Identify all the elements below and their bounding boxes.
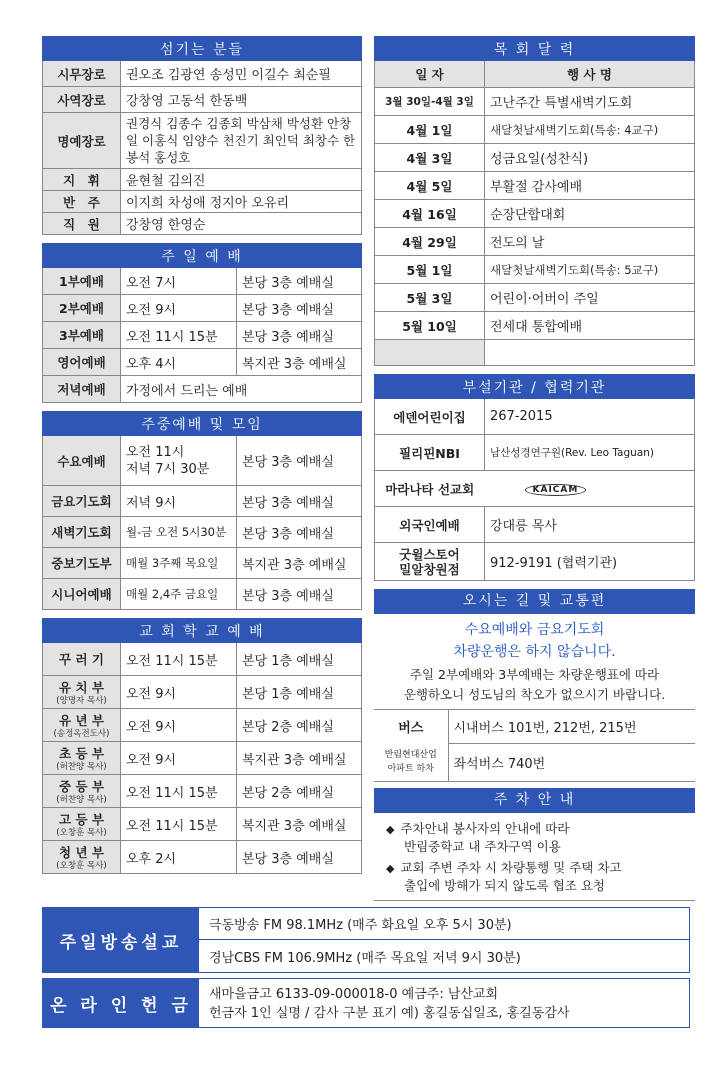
school-label: 고 등 부 (오창훈 목사) [43, 808, 121, 841]
worship-place: 본당 3층 예배실 [237, 322, 362, 349]
servant-value: 권경식 김종수 김종회 박삼채 박성환 안창일 이홍식 임양수 천진기 최인덕 최창수 한봉석 홍성호 [121, 113, 362, 169]
parking-header: 주 차 안 내 [374, 788, 695, 813]
worship-label: 저녁예배 [43, 376, 121, 403]
worship-label: 영어예배 [43, 349, 121, 376]
affiliate-label: 필리핀NBI [375, 435, 485, 471]
kaicam-logo: KAICAM [485, 471, 695, 507]
servant-label: 사역장로 [43, 87, 121, 113]
broadcast-line: 극동방송 FM 98.1MHz (매주 화요일 오후 5시 30분) [199, 908, 689, 940]
calendar-date: 4월 3일 [375, 144, 485, 172]
affiliates-table [374, 374, 695, 581]
calendar-event: 전세대 통합예배 [485, 312, 695, 340]
meeting-label: 금요기도회 [43, 486, 121, 517]
calendar-event-header: 행 사 명 [485, 61, 695, 88]
affiliate-label: 마라나타 선교회 [375, 471, 485, 507]
calendar-date: 5월 3일 [375, 284, 485, 312]
meeting-place: 본당 3층 예배실 [237, 517, 362, 548]
meeting-place: 본당 3층 예배실 [237, 579, 362, 610]
meeting-time: 매월 3주째 목요일 [121, 548, 237, 579]
worship-place: 본당 3층 예배실 [237, 268, 362, 295]
calendar-date: 5월 1일 [375, 256, 485, 284]
bus-stop-label: 반림현대산업 아파트 하차 [374, 744, 448, 782]
servant-value: 윤현철 김의진 [121, 169, 362, 191]
directions-notice: 수요예배와 금요기도회 [464, 622, 605, 638]
school-time: 오전 9시 [121, 676, 237, 709]
church-school-header: 교 회 학 교 예 배 [43, 619, 362, 643]
directions-notice: 차량운행은 하지 않습니다. [453, 644, 616, 660]
meeting-label: 새벽기도회 [43, 517, 121, 548]
diamond-bullet-icon: ◆ [386, 823, 395, 836]
calendar-date: 4월 16일 [375, 200, 485, 228]
worship-place: 복지관 3층 예배실 [237, 349, 362, 376]
school-label: 유 년 부 (송정옥전도사) [43, 709, 121, 742]
parking-item-cont: 반림중학교 내 주차구역 이용 [404, 839, 561, 854]
offering-line: 헌금자 1인 실명 / 감사 구분 표기 예) 홍길동십일조, 홍길동감사 [209, 1006, 570, 1021]
calendar-date: 4월 5일 [375, 172, 485, 200]
directions-desc: 주일 2부예배와 3부예배는 차량운행표에 따라 [409, 667, 660, 682]
worship-label: 1부예배 [43, 268, 121, 295]
servants-table [42, 36, 362, 235]
school-place: 본당 2층 예배실 [237, 775, 362, 808]
servant-value: 권오조 김광연 송성민 이길수 최순필 [121, 61, 362, 87]
servant-value: 이지희 차성애 정지아 오유리 [121, 191, 362, 213]
calendar-event: 새달첫날새벽기도회(특송: 5교구) [485, 256, 695, 284]
calendar-event: 고난주간 특별새벽기도회 [485, 88, 695, 116]
school-label: 청 년 부 (오창훈 목사) [43, 841, 121, 874]
broadcast-box [42, 907, 690, 973]
servant-label: 시무장로 [43, 61, 121, 87]
calendar-event: 성금요일(성찬식) [485, 144, 695, 172]
city-bus: 시내버스 101번, 212번, 215번 [448, 710, 695, 744]
calendar-empty-cell [485, 340, 695, 366]
school-label: 유 치 부 (양명자 목사) [43, 676, 121, 709]
worship-time: 오후 4시 [121, 349, 237, 376]
servant-value: 강창영 한영순 [121, 213, 362, 235]
school-time: 오전 11시 15분 [121, 643, 237, 676]
worship-time: 오전 7시 [121, 268, 237, 295]
broadcast-title: 주일방송설교 [43, 908, 199, 972]
worship-place: 본당 3층 예배실 [237, 295, 362, 322]
parking-item: ◆ 교회 주변 주차 시 차량통행 및 주택 차고 [386, 860, 622, 875]
school-label: 중 등 부 (허찬양 목사) [43, 775, 121, 808]
affiliate-label: 굿윌스토어 밀알창원점 [375, 543, 485, 581]
school-time: 오전 9시 [121, 742, 237, 775]
calendar-event: 순장단합대회 [485, 200, 695, 228]
online-offering-box [42, 978, 690, 1028]
school-place: 본당 1층 예배실 [237, 643, 362, 676]
parking-item-cont: 출입에 방해가 되지 않도록 협조 요청 [404, 878, 605, 893]
bus-label: 버스 [374, 710, 448, 744]
school-place: 본당 2층 예배실 [237, 709, 362, 742]
school-time: 오전 9시 [121, 709, 237, 742]
calendar-event: 전도의 날 [485, 228, 695, 256]
directions-header: 오시는 길 및 교통편 [374, 589, 695, 614]
calendar-event: 어린이·어버이 주일 [485, 284, 695, 312]
calendar-date: 4월 29일 [375, 228, 485, 256]
sunday-worship-table [42, 243, 362, 403]
right-column [374, 36, 695, 901]
meeting-place: 본당 3층 예배실 [237, 486, 362, 517]
school-place: 본당 3층 예배실 [237, 841, 362, 874]
worship-time: 오전 11시 15분 [121, 322, 237, 349]
pastoral-calendar-table [374, 36, 695, 366]
school-time: 오전 11시 15분 [121, 775, 237, 808]
offering-title: 온 라 인 헌 금 [43, 979, 199, 1027]
meeting-place: 본당 3층 예배실 [237, 436, 362, 486]
bus-table [374, 709, 695, 782]
directions-desc: 운행하오니 성도님의 착오가 없으시기 바랍니다. [403, 687, 666, 702]
school-time: 오후 2시 [121, 841, 237, 874]
meeting-time: 월-금 오전 5시30분 [121, 517, 237, 548]
diamond-bullet-icon: ◆ [386, 862, 395, 875]
offering-line: 새마을금고 6133-09-000018-0 예금주: 남산교회 [209, 987, 499, 1002]
parking-section [374, 788, 695, 901]
school-time: 오전 11시 15분 [121, 808, 237, 841]
servant-value: 강창영 고동석 한동백 [121, 87, 362, 113]
worship-label: 3부예배 [43, 322, 121, 349]
affiliates-header: 부설기관 / 협력기관 [375, 375, 695, 399]
left-column [42, 36, 362, 874]
sunday-worship-header: 주 일 예 배 [43, 244, 362, 268]
affiliate-value: 강대릉 목사 [485, 507, 695, 543]
calendar-date: 3월 30일-4월 3일 [375, 88, 485, 116]
meeting-label: 중보기도부 [43, 548, 121, 579]
calendar-date: 4월 1일 [375, 116, 485, 144]
church-school-table [42, 618, 362, 874]
weekday-meetings-header: 주중예배 및 모임 [43, 412, 362, 436]
parking-item: ◆ 주차안내 봉사자의 안내에 따라 [386, 821, 570, 836]
affiliate-label: 에덴어린이집 [375, 399, 485, 435]
school-place: 복지관 3층 예배실 [237, 808, 362, 841]
affiliate-value: 남산성경연구원(Rev. Leo Taguan) [485, 435, 695, 471]
servant-label: 반 주 [43, 191, 121, 213]
meeting-label: 수요예배 [43, 436, 121, 486]
affiliate-value: 912-9191 (협력기관) [485, 543, 695, 581]
meeting-time: 매월 2,4주 금요일 [121, 579, 237, 610]
calendar-date: 5월 10일 [375, 312, 485, 340]
servant-label: 지 휘 [43, 169, 121, 191]
school-label: 초 등 부 (허찬양 목사) [43, 742, 121, 775]
directions-section [374, 589, 695, 782]
calendar-date-header: 일 자 [375, 61, 485, 88]
calendar-empty-cell [375, 340, 485, 366]
broadcast-line: 경남CBS FM 106.9MHz (매주 목요일 저녁 9시 30분) [209, 950, 521, 966]
pastoral-calendar-header: 목 회 달 력 [375, 37, 695, 61]
meeting-time: 오전 11시 [126, 444, 185, 460]
school-label: 꾸 러 기 [43, 643, 121, 676]
meeting-place: 복지관 3층 예배실 [237, 548, 362, 579]
weekday-meetings-table [42, 411, 362, 610]
affiliate-value: 267-2015 [485, 399, 695, 435]
school-place: 복지관 3층 예배실 [237, 742, 362, 775]
calendar-event: 부활절 감사예배 [485, 172, 695, 200]
meeting-label: 시니어예배 [43, 579, 121, 610]
worship-time: 가정에서 드리는 예배 [121, 376, 362, 403]
worship-time: 오전 9시 [121, 295, 237, 322]
servant-label: 직 원 [43, 213, 121, 235]
seat-bus: 좌석버스 740번 [448, 744, 695, 782]
worship-label: 2부예배 [43, 295, 121, 322]
meeting-time: 저녁 7시 30분 [126, 461, 210, 477]
servant-label: 명예장로 [43, 113, 121, 169]
servants-header: 섬기는 분들 [43, 37, 362, 61]
meeting-time: 저녁 9시 [121, 486, 237, 517]
school-place: 본당 1층 예배실 [237, 676, 362, 709]
affiliate-label: 외국인예배 [375, 507, 485, 543]
calendar-event: 새달첫날새벽기도회(특송: 4교구) [485, 116, 695, 144]
